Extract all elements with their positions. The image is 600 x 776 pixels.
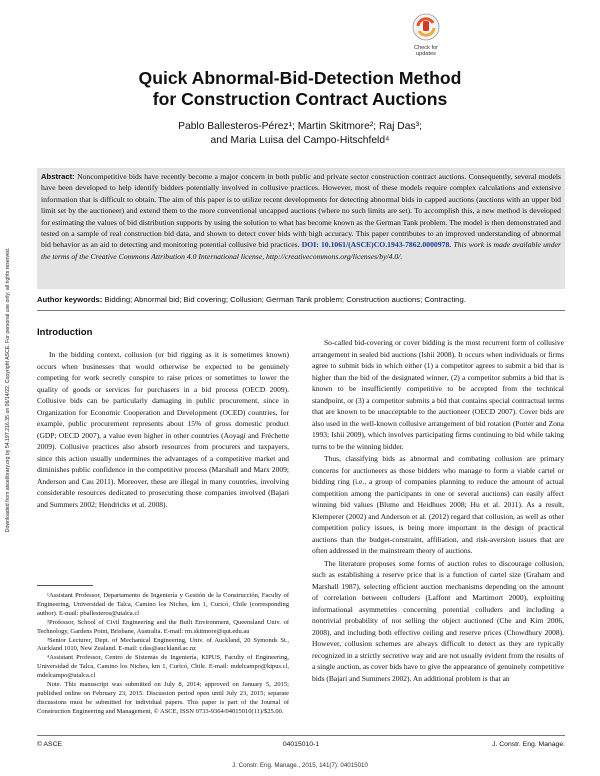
body-paragraph: So-called bid-covering or cover bidding is the most recurrent form of collusive arrangement in sealed bid auctions (Ishii 2008). It occurs when individuals or firms agree to submit bids in which either (1) a competitor agrees to submit a bid that is higher than the bid of the designated winner, (2) a competitor submits a bid that is known to be insufficiently competitive to be accepted from the technical standpoint, or (3) a competitor submits a bid that contains special contractual terms that are known to be unacceptable to the auctioneer (OECD 2007). Cover bids are also used in the well-known collusive arrangement of bid rotation (Porter and Zona 1993; Ishii 2009), which involves participating firms continuing to bid while taking turns to be the winning bidder. [312, 338, 564, 451]
right-column [312, 337, 564, 684]
footnote-rule [37, 585, 93, 586]
keywords-text: Bidding; Abnormal bid; Bid covering; Collusion; German Tank problem; Construction auctions; Contracting. [102, 295, 466, 304]
authors-line2: and Maria Luisa del Campo-Hitschfeld⁴ [210, 135, 390, 146]
footnote-2: ²Professor, School of Civil Engineering and the Built Environment, Queensland Univ. of Technology, Gardens Point, Brisbane, Australia. E-mail: rm.skitmore@qut.edu.au [37, 618, 289, 635]
footer-copyright: © ASCE [37, 741, 63, 748]
check-for-updates-badge[interactable] [402, 12, 450, 60]
divider [37, 310, 565, 311]
section-heading-introduction: Introduction [37, 327, 93, 338]
abstract-text: Noncompetitive bids have recently become a major concern in both public and private sector construction contract auctions. Consequently, several models have been developed to help identify bidders potentially involved in collusive practices. However, most of these models require complex calculations and extensive information that is difficult to obtain. The aim of this paper is to utilize recent developments for detecting abnormal bids in capped auctions (auctions with an upper bid limit set by the auctioneer) and extend them to the more conventional uncapped auctions (where no such limits are set). To accomplish this, a new method is developed for estimating the values of bid distribution supports by using the solution to what has become known as the German Tank problem. The model is then demonstrated and tested on a sample of real construction bid data, and shown to detect cover bids with high accuracy. This paper contributes to an improved understanding of abnormal bid behavior as an aid to detecting and monitoring potential collusive bid practices. [41, 172, 561, 250]
doi-link[interactable]: DOI: 10.1061/(ASCE)CO.1943-7862.0000978. [301, 240, 452, 250]
author-list [60, 120, 540, 148]
download-notice-text: Downloaded from ascelibrary.org by 54.197.216.35 on 06/14/22. Copyright ASCE. For personal use only; all rights reserved. [5, 247, 11, 533]
keywords-label: Author keywords: [37, 295, 103, 304]
body-paragraph: Thus, classifying bids as abnormal and combating collusion are primary concerns for auctioneers as those bidders who manage to form a viable cartel or bidding ring (i.e., a group of companies planning to reduce the amount of actual competition among the participants in one or several auctions) can easily affect winning bid values (Blume and Heidhues 2008; Hu et al. 2011). As a result, Klemperer (2002) and Anderson et al. (2012) regard that collusion, as well as other competition policy issues, is being more important in the design of practical auctions than the budget-constraint, affiliation, and risk-aversion issues that are often addressed in the mainstream theory of auctions. [312, 454, 564, 555]
body-paragraph: The literature proposes some forms of auction rules to discourage collusion, such as establishing a reserve price that is a function of cartel size (Graham and Marshall 1987), selecting efficient auction mechanisms depending on the amount of correlation between colluders (Laffont and Martimort 2000), exploiting informational asymmetries concerning potential colluders and including a nontrivial probability of not selling the object auctioned (Che and Kim 2006, 2008), and including both effective ceiling and reserve prices (Chowdhury 2008). However, collusion schemes are always difficult to detect as they are typically recognized in a strictly secretive way and are not usually evident from the results of a single auction, as cover bids have to give the appearance of genuinely competitive bids (Bajari and Summers 2002). An additional problem is that an [312, 558, 564, 683]
footer-journal: J. Constr. Eng. Manage. [492, 741, 565, 748]
authors-line1: Pablo Ballesteros-Pérez¹; Martin Skitmore²; Raj Das³; [178, 121, 422, 132]
footnote-4: ⁴Assistant Professor, Centro de Sistemas de Ingeniería, KIPUS, Faculty of Engineering, Universidad de Talca, Camino los Niches, km 1, Curicó, Chile. E-mail: mdelcampo@kipus.cl, mdelcampo@utalca.cl [37, 654, 289, 680]
title-line2: for Construction Contract Auctions [152, 89, 448, 109]
left-column [37, 349, 289, 510]
download-notice [2, 150, 14, 630]
footer-page-id: 04015010-1 [282, 741, 320, 748]
submission-note: Note. This manuscript was submitted on July 8, 2014; approved on January 5, 2015; published online on February 23, 2015. Discussion period open until July 23, 2015; separate discussions must be submitted for individual papers. This paper is part of the Journal of Construction Engineering and Management, © ASCE, ISSN 0733-9364/04015010(11)/$25.00. [37, 681, 289, 715]
citation-line: J. Constr. Eng. Manage., 2015, 141(7): 04015010 [232, 762, 368, 769]
badge-label-line2: updates [416, 51, 436, 58]
footnotes [37, 585, 289, 717]
keywords [37, 295, 565, 304]
abstract-label: Abstract: [41, 172, 75, 181]
intro-paragraph: In the bidding context, collusion (or bid rigging as it is sometimes known) occurs when businesses that would otherwise be expected to be genuinely competing for work secretly conspire to raise prices or sometimes to lower the quality of goods or services for purchasers in a bid process (OECD 2009). Collusive bids can be particularly damaging in public procurement, since in Organization for Economic Cooperation and Development (OCED) countries, for example, public procurement represents about 15% of gross domestic product (GDP; OECD 2007), a value even higher in other countries (Aoyagi and Fréchette 2009). Collusive practices also absorb resources from procurers and taxpayers, since this action usually undermines the advantages of a competitive market and diminishes public confidence in the competitive process (Marshall and Marx 2009; Anderson and Cau 2011). Moreover, these are illegal in many countries, involving considerable resources dedicated to prosecuting those companies involved (Bajari and Summers 2002; Hendricks et al. 2008). [37, 350, 289, 509]
footer-divider [37, 735, 565, 736]
paper-title [60, 68, 540, 110]
badge-label-line1: Check for [414, 45, 438, 51]
footnote-3: ³Senior Lecturer, Dept. of Mechanical Engineering, Univ. of Auckland, 20 Symonds St., Auckland 1010, New Zealand. E-mail: r.das@auckland.ac.nz [37, 636, 289, 653]
license-text: This work is made available under the terms of the Creative Commons Attribution 4.0 International license, http://creativecommons.org/licenses/by/4.0/. [41, 240, 562, 261]
footnote-1: ¹Assistant Professor, Departamento de Ingeniería y Gestión de la Construcción, Faculty of Engineering, Universidad de Talca, Camino los Niches, km 1, Curicó, Chile (corresponding author). E-mail: pballesteros@utalca.cl [37, 592, 289, 617]
abstract [37, 168, 565, 289]
check-updates-icon [402, 12, 450, 46]
title-line1: Quick Abnormal-Bid-Detection Method [138, 68, 462, 88]
